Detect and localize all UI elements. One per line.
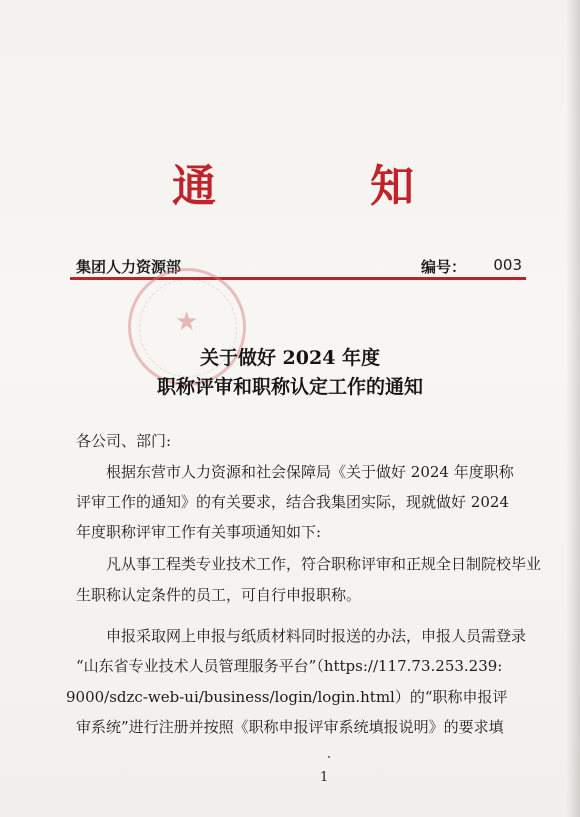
body-line: 年度职称评审工作有关事项通知如下:: [76, 523, 322, 541]
body-line: 生职称认定条件的员工，可自行申报职称。: [76, 586, 362, 604]
seal-star-icon: ★: [175, 307, 199, 337]
salutation: 各公司、部门:: [76, 432, 172, 450]
body-line: 评审工作的通知》的有关要求，结合我集团实际，现就做好 2024: [76, 493, 509, 511]
issuing-department: 集团人力资源部: [76, 258, 182, 276]
body-line: 根据东营市人力资源和社会保障局《关于做好 2024 年度职称: [106, 463, 514, 481]
header-char-1: 通: [172, 161, 216, 212]
paper-speck: [328, 756, 330, 758]
document-title-line-2: 职称评审和职称认定工作的通知: [156, 376, 423, 398]
page-number: 1: [320, 770, 329, 785]
body-line: 审系统”进行注册并按照《职称申报评审系统填报说明》的要求填: [76, 718, 504, 736]
document-title-line-1: 关于做好 2024 年度: [199, 347, 381, 369]
document-number-value: 003: [493, 256, 522, 274]
body-line: 凡从事工程类专业技术工作，符合职称评审和正规全日制院校毕业: [106, 555, 542, 573]
header-char-2: 知: [370, 161, 414, 212]
body-line: “山东省专业技术人员管理服务平台”（https://117.73.253.239:: [76, 657, 503, 675]
document-number-label: 编号：: [420, 258, 466, 276]
red-divider-line: [70, 277, 526, 280]
body-line: 9000/sdzc-web-ui/business/login/login.html）的“职称申报评: [66, 688, 508, 706]
meta-row: [74, 256, 524, 278]
notice-header: [0, 150, 580, 210]
body-line: 申报采取网上申报与纸质材料同时报送的办法，申报人员需登录: [106, 627, 527, 645]
page-edge-shadow: [566, 0, 580, 817]
